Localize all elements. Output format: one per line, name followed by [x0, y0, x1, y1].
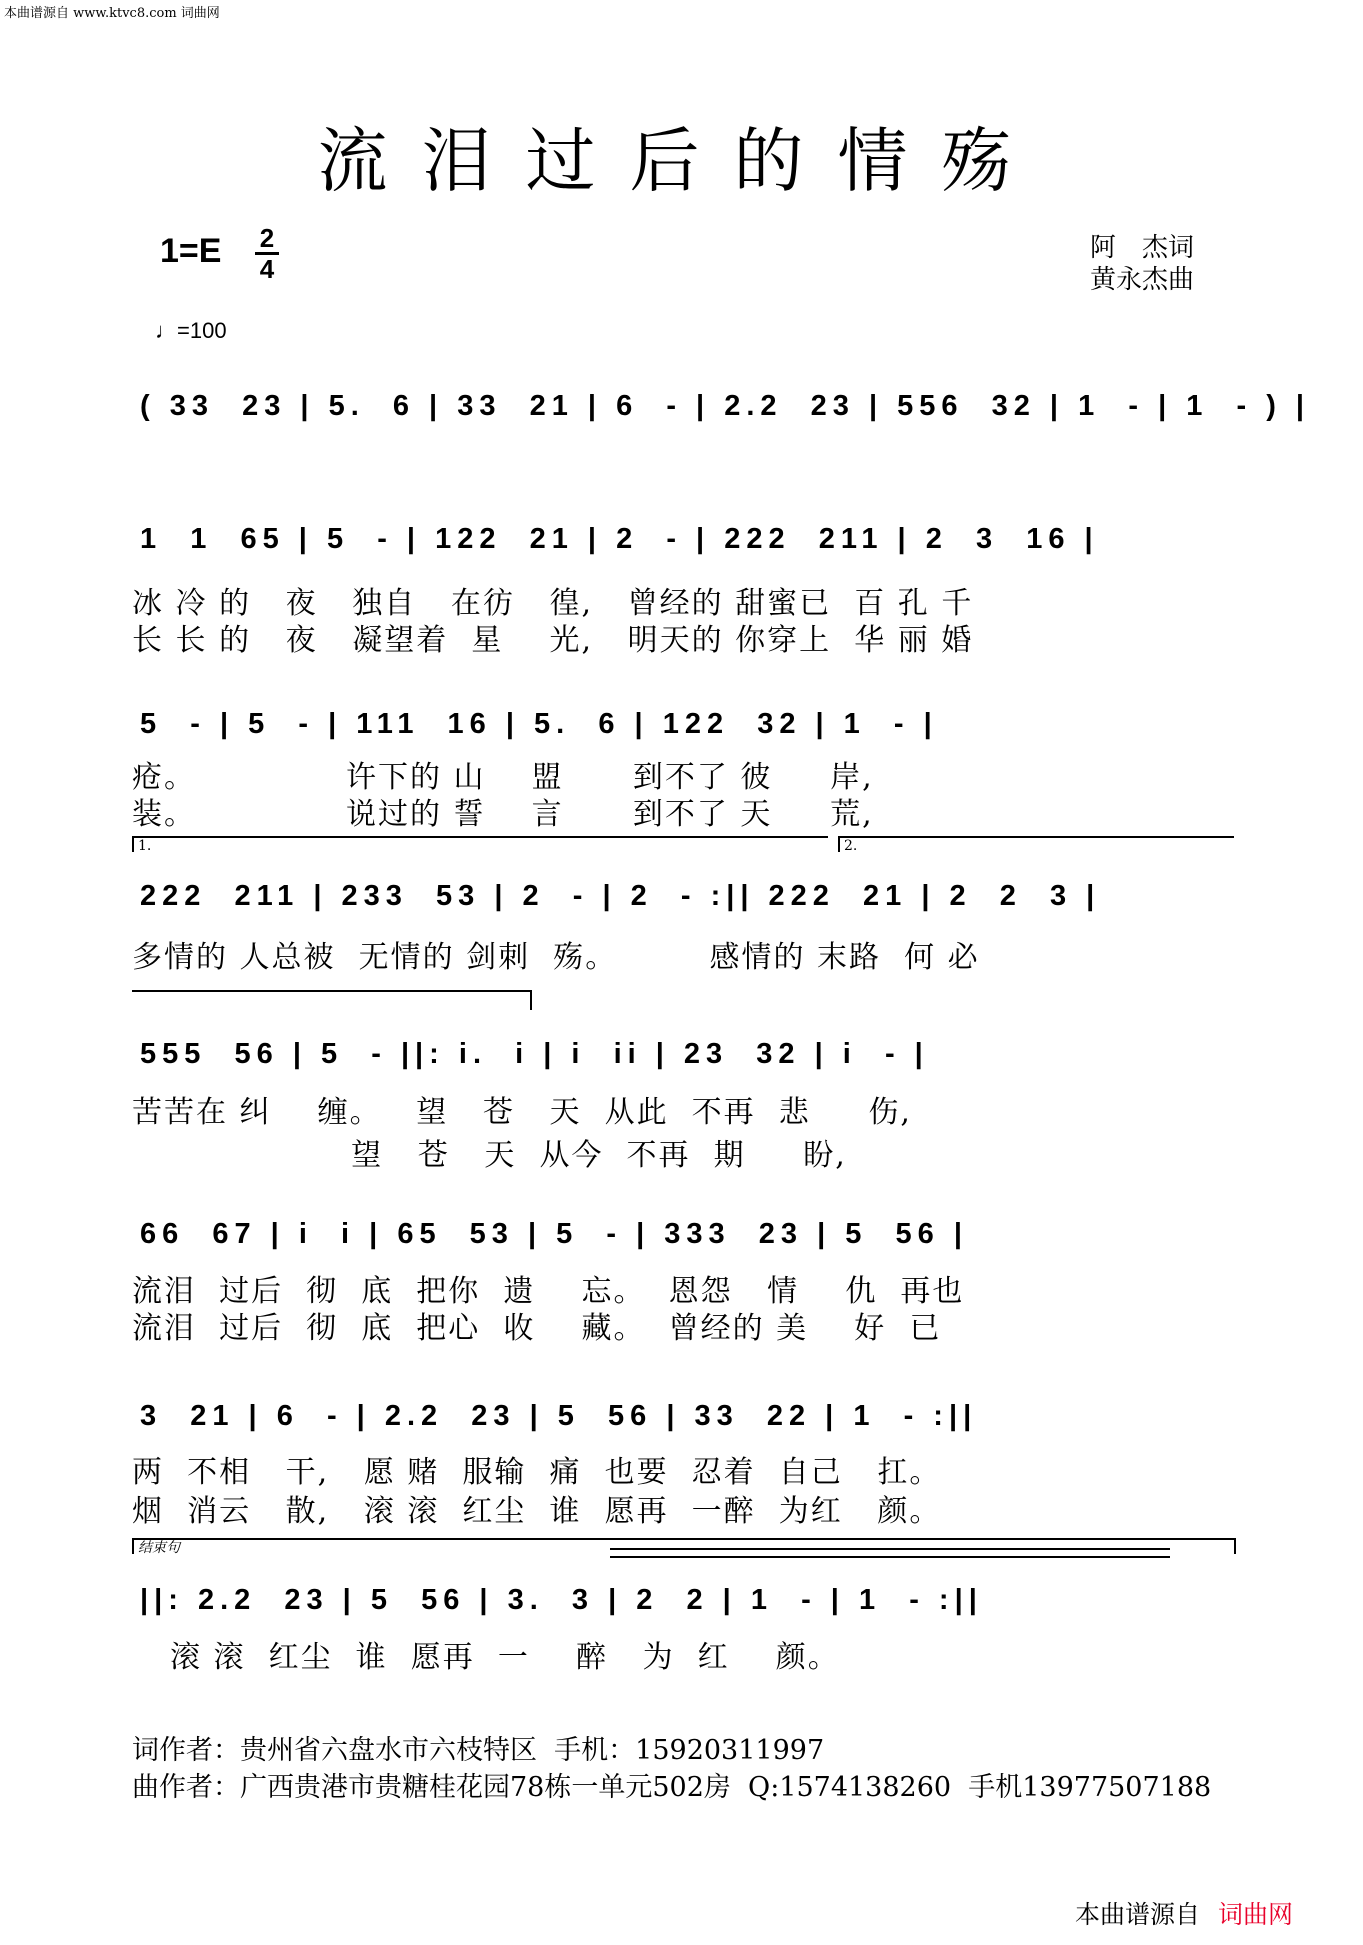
tempo-marking: ♩=100 — [155, 318, 227, 343]
notation-line-3: 5 - | 5 - | 111 16 | 5. 6 | 122 32 | 1 - | — [140, 708, 938, 740]
lyric-line-7-verse-2: 烟 消云 散, 滚 滚 红尘 谁 愿再 一醉 为红 颜。 — [132, 1494, 942, 1529]
lyric-line-3-verse-2: 装。 说过的 誓 言 到不了 天 荒, — [132, 797, 874, 832]
lyric-line-8: 滚 滚 红尘 谁 愿再 一 醉 为 红 颜。 — [170, 1640, 840, 1675]
footer-composer: 曲作者：广西贵港市贵糖桂花园78栋一单元502房 Q:1574138260 手机13977507188 — [132, 1772, 1212, 1803]
notation-line-5: 555 56 | 5 - ||: i. i | i ii | 23 32 | i - | — [140, 1038, 929, 1070]
lyric-line-5-verse-2: 望 苍 天 从今 不再 期 盼, — [132, 1138, 847, 1173]
top-watermark: 本曲谱源自 www.ktvc8.com 词曲网 — [4, 6, 220, 21]
notation-line-7: 3 21 | 6 - | 2.2 23 | 5 56 | 33 22 | 1 - :|| — [140, 1400, 978, 1432]
bottom-watermark-right: 词曲网 — [1217, 1900, 1293, 1929]
lyric-line-2-verse-2: 长 长 的 夜 凝望着 星 光, 明天的 你穿上 华 丽 婚 — [132, 623, 974, 658]
decrescendo-line-bottom — [610, 1556, 1170, 1558]
lyricist-credit: 阿 杰词 — [1090, 233, 1195, 263]
notation-line-1: ( 33 23 | 5. 6 | 33 21 | 6 - | 2.2 23 | 556 32 | 1 - | 1 - ) | — [140, 390, 1311, 422]
credits — [1090, 232, 1194, 296]
bottom-watermark-left: 本曲谱源自 — [1074, 1900, 1200, 1929]
lyric-line-4: 多情的 人总被 无情的 剑刺 殇。 感情的 末路 何 必 — [132, 940, 980, 975]
time-signature-top: 2 — [259, 223, 275, 253]
decrescendo-line-top — [610, 1548, 1170, 1550]
composer-credit: 黄永杰曲 — [1090, 265, 1195, 295]
key-signature: 1=E — [160, 232, 222, 270]
time-signature — [255, 225, 279, 282]
lyric-line-3-verse-1: 疮。 许下的 山 盟 到不了 彼 岸, — [132, 760, 874, 795]
volta-2: 2. — [838, 836, 1234, 852]
ending-label: 结束句 — [132, 1538, 1236, 1554]
time-signature-bottom: 4 — [259, 254, 275, 284]
lyric-line-5-verse-1: 苦苦在 纠 缠。 望 苍 天 从此 不再 悲 伤, — [132, 1095, 912, 1130]
volta-1: 1. — [132, 836, 828, 852]
lyric-line-6-verse-2: 流泪 过后 彻 底 把心 收 藏。 曾经的 美 好 已 — [132, 1311, 942, 1346]
notation-line-4: 222 211 | 233 53 | 2 - | 2 - :|| 222 21 | 2 2 3 | — [140, 880, 1101, 912]
footer-lyricist: 词作者：贵州省六盘水市六枝特区 手机：15920311997 — [132, 1735, 825, 1766]
bottom-watermark — [1075, 1895, 1293, 1931]
notation-line-6: 66 67 | i i | 65 53 | 5 - | 333 23 | 5 56 | — [140, 1218, 968, 1250]
lyric-line-7-verse-1: 两 不相 干, 愿 赌 服输 痛 也要 忍着 自己 扛。 — [132, 1455, 942, 1490]
volta-2-continuation — [132, 990, 532, 1010]
lyric-line-2-verse-1: 冰 冷 的 夜 独自 在彷 徨, 曾经的 甜蜜已 百 孔 千 — [132, 586, 974, 621]
song-title: 流泪过后的情殇 — [317, 120, 1046, 202]
lyric-line-6-verse-1: 流泪 过后 彻 底 把你 遗 忘。 恩怨 情 仇 再也 — [132, 1274, 965, 1309]
notation-line-2: 1 1 65 | 5 - | 122 21 | 2 - | 222 211 | 2 3 16 | — [140, 523, 1099, 555]
notation-line-8: ||: 2.2 23 | 5 56 | 3. 3 | 2 2 | 1 - | 1 - :|| — [140, 1584, 983, 1616]
